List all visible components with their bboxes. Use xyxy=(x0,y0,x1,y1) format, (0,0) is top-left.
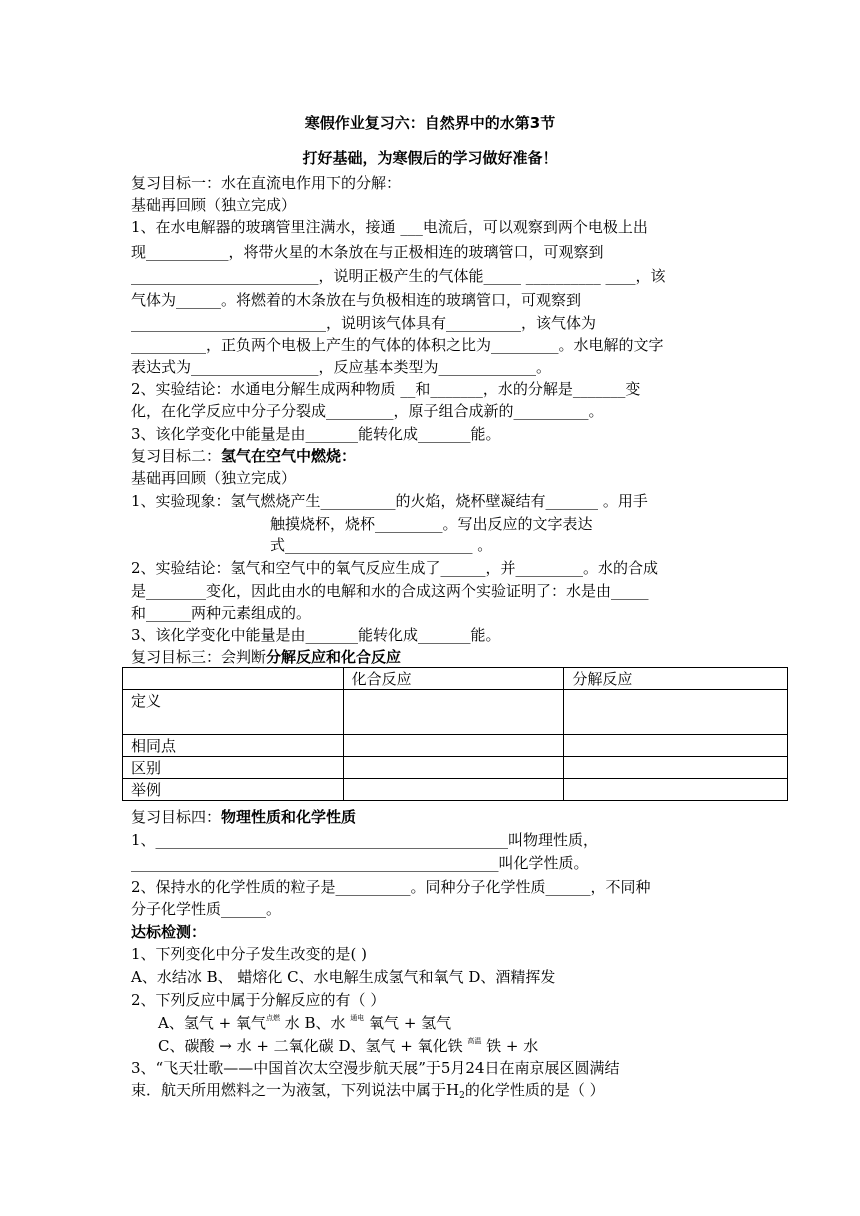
page-subtitle: 打好基础，为寒假后的学习做好准备！ xyxy=(302,149,558,167)
table-cell xyxy=(343,779,564,801)
table-row xyxy=(123,735,788,757)
row-label: 定义 xyxy=(123,690,344,735)
table-row xyxy=(123,757,788,779)
option-text: 铁 + 水 xyxy=(481,1037,539,1055)
goal-one-heading: 复习目标一：水在直流电作用下的分解： xyxy=(131,174,402,192)
table-header-cell: 分解反应 xyxy=(564,668,788,690)
paragraph-line: 1、在水电解器的玻璃管里注满水，接通 ___电流后，可以观察到两个电极上出 xyxy=(131,218,648,236)
paragraph-line: 现___________，将带火星的木条放在与正极相连的玻璃管口，可观察到 xyxy=(131,243,604,261)
goal-four-topic: 物理性质和化学性质 xyxy=(221,808,357,826)
table-row xyxy=(123,690,788,735)
review-label-1: 基础再回顾（独立完成） xyxy=(131,196,297,214)
page-title: 寒假作业复习六：自然界中的水第3节 xyxy=(304,114,556,132)
paragraph-line: 1、实验现象：氢气燃烧产生__________的火焰，烧杯壁凝结有_______ 。用手 xyxy=(131,492,648,510)
paragraph-line: __________________________，说明该气体具有__________，该气体为 xyxy=(131,314,597,332)
question-line: 1、下列变化中分子发生改变的是( ) xyxy=(131,945,368,963)
paragraph-line: __________，正负两个电极上产生的气体的体积之比为_________。水电解的文字 xyxy=(131,336,664,354)
paragraph-line: 化，在化学反应中分子分裂成_________，原子组合成新的__________。 xyxy=(131,402,604,420)
goal-three-heading xyxy=(131,646,731,668)
paragraph-line: _________________________，说明正极产生的气体能_____ __________ ____，该 xyxy=(131,267,666,285)
section-heading-quiz: 达标检测： xyxy=(131,923,207,941)
row-label: 区别 xyxy=(123,757,344,779)
paragraph-line: 表达式为_________________，反应基本类型为_____________。 xyxy=(131,358,552,376)
table-cell xyxy=(343,690,564,735)
goal-two-prefix: 复习目标二： xyxy=(131,447,222,465)
row-label: 相同点 xyxy=(123,735,344,757)
question-text: 束．航天所用燃料之一为液氢，下列说法中属于H xyxy=(131,1081,460,1099)
paragraph-line: 2、保持水的化学性质的粒子是__________。同种分子化学性质______，不同种 xyxy=(131,878,651,896)
subscript: 2 xyxy=(459,1091,465,1101)
table-cell xyxy=(343,757,564,779)
row-label: 举例 xyxy=(123,779,344,801)
paragraph-line: 2、实验结论：水通电分解生成两种物质 __和_______，水的分解是_______变 xyxy=(131,380,641,398)
goal-three-topic: 分解反应和化合反应 xyxy=(266,648,402,666)
table-cell xyxy=(343,735,564,757)
condition-label: 点燃 xyxy=(265,1014,280,1022)
condition-label: 通电 xyxy=(350,1014,365,1022)
option-text: 氧气 + 氢气 xyxy=(364,1014,452,1032)
goal-two-heading xyxy=(131,445,731,467)
table-header-cell xyxy=(123,668,344,690)
goal-four-heading xyxy=(131,806,731,828)
paragraph-line: 2、实验结论：氢气和空气中的氧气反应生成了______，并_________。水的合成 xyxy=(131,559,659,577)
question-line: 3、“飞天壮歌——中国首次太空漫步航天展”于5月24日在南京展区圆满结 xyxy=(131,1059,620,1077)
paragraph-line: 是________变化，因此由水的电解和水的合成这两个实验证明了：水是由_____ xyxy=(131,582,649,600)
comparison-table xyxy=(122,667,788,801)
question-options: A、水结冰 B、 蜡熔化 C、水电解生成氢气和氧气 D、酒精挥发 xyxy=(131,968,556,986)
table-cell xyxy=(564,735,788,757)
table-cell xyxy=(564,757,788,779)
option-text: C、碳酸 → 水 + 二氧化碳 D、氢气 + 氧化铁 xyxy=(158,1037,468,1055)
goal-two-topic: 氢气在空气中燃烧： xyxy=(221,447,357,465)
question-line: 2、下列反应中属于分解反应的有（ ） xyxy=(131,991,386,1009)
goal-four-prefix: 复习目标四： xyxy=(131,808,222,826)
option-text: A、氢气 + 氧气 xyxy=(158,1014,266,1032)
table-header-row xyxy=(123,668,788,690)
paragraph-line: 和______两种元素组成的。 xyxy=(131,604,312,622)
paragraph-line: _________________________________________________叫化学性质。 xyxy=(131,854,589,872)
paragraph-line: 式_________________________ 。 xyxy=(270,536,493,554)
table-cell xyxy=(564,779,788,801)
table-row xyxy=(123,779,788,801)
paragraph-line: 气体为______。将燃着的木条放在与负极相连的玻璃管口，可观察到 xyxy=(131,291,582,309)
paragraph-line: 3、该化学变化中能量是由_______能转化成_______能。 xyxy=(131,626,501,644)
option-text: 水 B、水 xyxy=(279,1014,351,1032)
goal-three-prefix: 复习目标三：会判断 xyxy=(131,648,267,666)
paragraph-line: 3、该化学变化中能量是由_______能转化成_______能。 xyxy=(131,425,501,443)
question-options xyxy=(158,1012,758,1037)
paragraph-line: 触摸烧杯，烧杯_________。写出反应的文字表达 xyxy=(270,515,593,533)
table-cell xyxy=(564,690,788,735)
paragraph-line: 分子化学性质______。 xyxy=(131,900,282,918)
paragraph-line: 1、_______________________________________________叫物理性质， xyxy=(131,831,599,849)
question-text: 的化学性质的是（ ） xyxy=(464,1081,605,1099)
condition-label: 高温 xyxy=(467,1037,482,1045)
table-header-cell: 化合反应 xyxy=(343,668,564,690)
question-line xyxy=(131,1079,731,1104)
review-label-2: 基础再回顾（独立完成） xyxy=(131,469,297,487)
